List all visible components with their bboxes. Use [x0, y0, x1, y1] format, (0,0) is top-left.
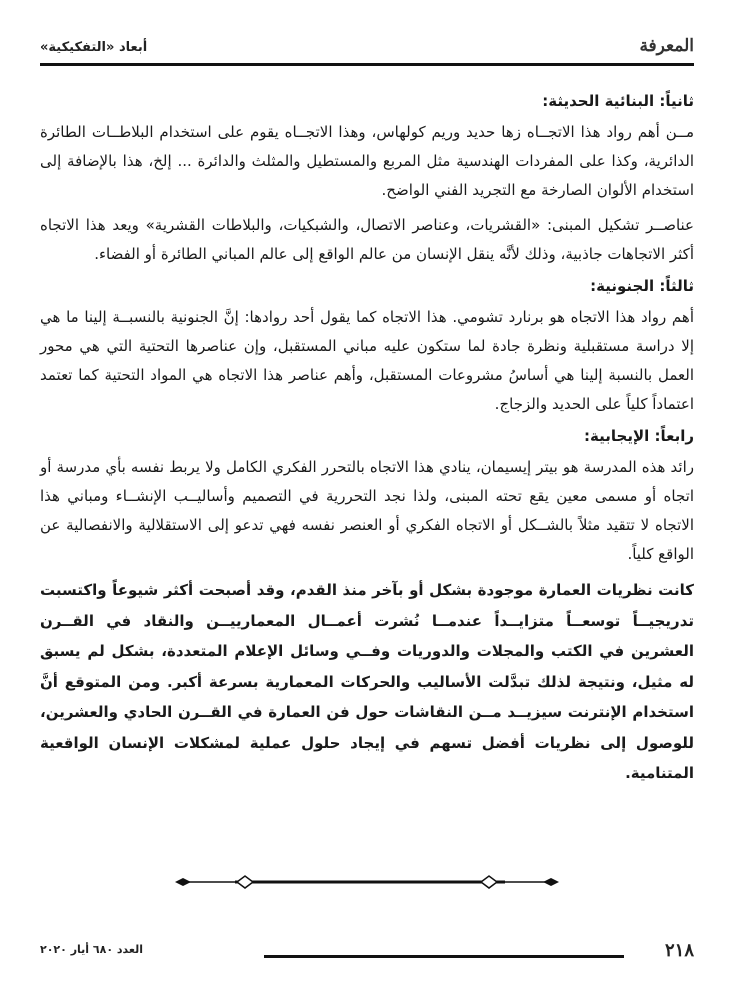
- ornament-divider: [175, 870, 559, 894]
- section-heading: ثانياً: البنائية الحديثة:: [542, 92, 694, 110]
- section-heading: رابعاً: الإيجابية:: [584, 427, 694, 445]
- magazine-name: المعرفة: [639, 36, 694, 56]
- page-header: [40, 32, 694, 62]
- section-madness: [40, 275, 694, 419]
- paragraph: رائد هذه المدرسة هو بيتر إيسيمان، ينادي هذا الاتجاه بالتحرر الفكري الكامل ولا يربط نفسه بأي مدرسة أو اتجاه أو مسمى معين يقع تحته المبنى، ولذا نجد التحررية في التصميم وأساليــب الإنشــاء ومباني هذا الاتجاه لا تتقيد مثلاً بالشــكل أو الاتجاه الفكري أو العنصر نفسه فهي تدعو إلى الاستقلالية والانفصالية عن الواقع كلياً.: [40, 458, 694, 563]
- page-number: ٢١٨: [664, 940, 694, 961]
- section-modern-constructivism: [40, 90, 694, 269]
- paragraph: أهم رواد هذا الاتجاه هو برنارد تشومي. هذا الاتجاه كما يقول أحد روادها: إنَّ الجنونية بالنسبــة إلينا ما هي إلا دراسة مستقبلية ونظرة جادة لما ستكون عليه مباني المستقبل، وإن عناصرها التحتية التي هي محور العمل بالنسبة إلينا هي أساسُ مشروعات المستقبل، وأهم عناصر هذا الاتجاه هي المواد التحتية كما تعتمد اعتماداً كلياً على الحديد والزجاج.: [40, 308, 694, 413]
- closing-paragraph: كانت نظريات العمارة موجودة بشكل أو بآخر منذ القدم، وقد أصبحت أكثر شيوعاً واكتسبت تدريجيــاً توسعــاً متزايــداً عندمــا نُشرت أعمــال المعمارييــن والنقاد في القــرن العشرين في الكتب والمجلات والدوريات وفــي وسائل الإعلام المتعددة، بشكل لم يسبق له مثيل، ونتيجة لذلك تبدَّلت الأساليب والحركات المعمارية بسرعة أكبر. ومن المتوقع أنَّ استخدام الإنترنت سيزيــد مــن النقاشات حول فن العمارة في القــرن الحادي والعشرين، للوصول إلى نظريات أفضل تسهم في إيجاد حلول عملية لمشكلات الإنسان الواقعية المتنامية.: [40, 581, 694, 782]
- paragraph: عناصــر تشكيل المبنى: «القشريات، وعناصر الاتصال، والشبكيات، والبلاطات القشرية» ويعد هذا الاتجاه أكثر الاتجاهات جاذبية، وذلك لأنَّه ينقل الإنسان من عالم الواقع إلى عالم المباني الطائرة أو الفضاء.: [40, 216, 694, 263]
- diamond-ornament-right: [543, 878, 559, 886]
- diamond-ornament-inner-left: [237, 876, 253, 888]
- magazine-logo: [639, 36, 694, 56]
- diamond-ornament-inner-right: [481, 876, 497, 888]
- running-article-title: أبعاد «التفكيكية»: [40, 40, 148, 55]
- section-heading: ثالثاً: الجنونية:: [590, 277, 694, 295]
- paragraph: مــن أهم رواد هذا الاتجــاه زها حديد وريم كولهاس، وهذا الاتجــاه يقوم على استخدام البلاطــات الطائرة الدائرية، وكذا على المفردات الهندسية مثل المربع والمستطيل والمثلث والدائرة ... إلخ، هذا بالإضافة إلى استخدام الألوان الصارخة مع التجريد الفني الواضح.: [40, 123, 694, 199]
- diamond-ornament-left: [175, 878, 191, 886]
- issue-info: العدد ٦٨٠ أيار ٢٠٢٠: [40, 943, 143, 956]
- page-footer: [40, 940, 694, 964]
- section-positivism: [40, 425, 694, 569]
- footer-rule: [264, 955, 624, 958]
- header-rule: [40, 63, 694, 66]
- article-body: [40, 90, 694, 795]
